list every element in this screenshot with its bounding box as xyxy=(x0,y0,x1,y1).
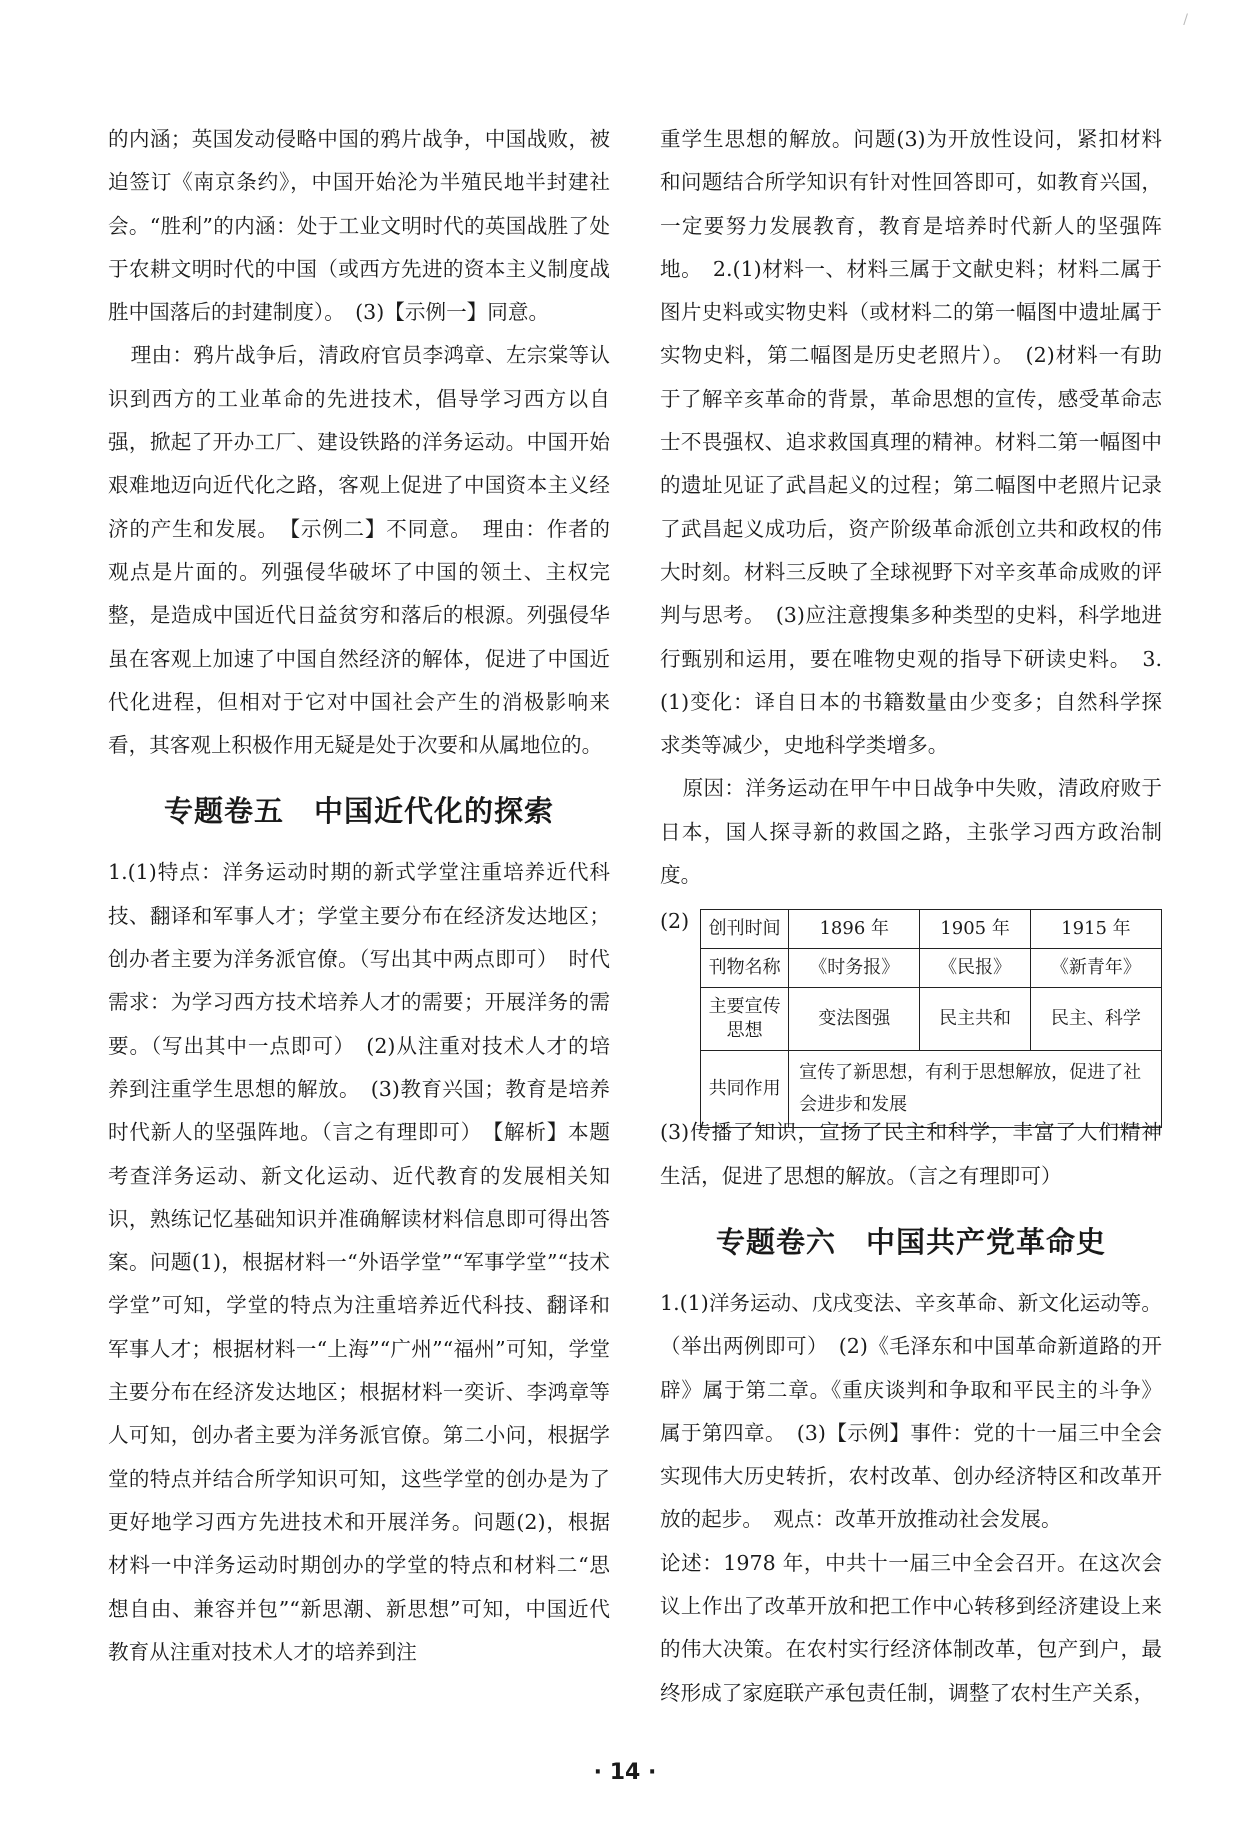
table-row xyxy=(701,949,1162,988)
left-column xyxy=(108,118,610,1674)
table-cell: 创刊时间 xyxy=(701,910,789,949)
table-cell: 刊物名称 xyxy=(701,949,789,988)
table-row xyxy=(701,988,1162,1051)
table-cell: 1905 年 xyxy=(920,910,1030,949)
paragraph: 的内涵；英国发动侵略中国的鸦片战争，中国战败，被迫签订《南京条约》，中国开始沦为半殖民地半封建社会。“胜利”的内涵：处于工业文明时代的英国战胜了处于农耕文明时代的中国（或西方先进的资本主义制度战胜中国落后的封建制度）。 (3)【示例一】同意。 xyxy=(108,127,610,325)
table-cell: 主要宣传思想 xyxy=(701,988,789,1051)
table-cell: 变法图强 xyxy=(789,988,920,1051)
paragraph: 论述：1978 年，中共十一届三中全会召开。在这次会议上作出了改革开放和把工作中心转移到经济建设上来的伟大决策。在农村实行经济体制改革，包产到户，最终形成了家庭联产承包责任制，调整了农村生产关系， xyxy=(660,1550,1162,1705)
table-cell: 民主共和 xyxy=(920,988,1030,1051)
table-cell: 民主、科学 xyxy=(1030,988,1161,1051)
table-cell: 《时务报》 xyxy=(789,949,920,988)
page-number: · 14 · xyxy=(593,1760,657,1785)
corner-mark: / xyxy=(1183,12,1188,28)
paragraph: 1.(1)洋务运动、戊戌变法、辛亥革命、新文化运动等。（举出两例即可） (2)《毛泽东和中国革命新道路的开辟》属于第二章。《重庆谈判和争取和平民主的斗争》属于第四章。 (3)【示例】事件：党的十一届三中全会实现伟大历史转折，农村改革、创办经济特区和改革开放的起步。 观点：改革开放推动社会发展。 xyxy=(660,1290,1162,1532)
table-row xyxy=(701,1051,1162,1128)
paragraph: (3)传播了知识，宣扬了民主和科学，丰富了人们精神生活，促进了思想的解放。（言之有理即可） xyxy=(660,1120,1162,1188)
paragraph: 重学生思想的解放。问题(3)为开放性设问，紧扣材料和问题结合所学知识有针对性回答即可，如教育兴国，一定要努力发展教育，教育是培养时代新人的坚强阵地。 2.(1)材料一、材料三属于文献史料；材料二属于图片史料或实物史料（或材料二的第一幅图中遗址属于实物史料，第二幅图是历史老照片）。 (2)材料一有助于了解辛亥革命的背景，革命思想的宣传，感受革命志士不畏强权、追求救国真理的精神。材料二第一幅图中的遗址见证了武昌起义的过程；第二幅图中老照片记录了武昌起义成功后，资产阶级革命派创立共和政权的伟大时刻。材料三反映了全球视野下对辛亥革命成败的评判与思考。 (3)应注意搜集多种类型的史料，科学地进行甄别和运用，要在唯物史观的指导下研读史料。 3.(1)变化：译自日本的书籍数量由少变多；自然科学探求类等减少，史地科学类增多。 xyxy=(660,127,1162,758)
right-column xyxy=(660,118,1162,1715)
table-cell: 《民报》 xyxy=(920,949,1030,988)
publications-table-block xyxy=(660,905,1162,1116)
table-label: (2) xyxy=(660,909,690,934)
table-cell: 1915 年 xyxy=(1030,910,1161,949)
section-heading-5: 专题卷五 中国近代化的探索 xyxy=(163,794,554,829)
paragraph: 1.(1)特点：洋务运动时期的新式学堂注重培养近代科技、翻译和军事人才；学堂主要分布在经济发达地区；创办者主要为洋务派官僚。（写出其中两点即可） 时代需求：为学习西方技术培养人才的需要；开展洋务的需要。（写出其中一点即可） (2)从注重对技术人才的培养到注重学生思想的解放。 (3)教育兴国；教育是培养时代新人的坚强阵地。（言之有理即可） 【解析】本题考查洋务运动、新文化运动、近代教育的发展相关知识，熟练记忆基础知识并准确解读材料信息即可得出答案。问题(1)，根据材料一“外语学堂”“军事学堂”“技术学堂”可知，学堂的特点为注重培养近代科技、翻译和军事人才；根据材料一“上海”“广州”“福州”可知，学堂主要分布在经济发达地区；根据材料一奕䜣、李鸿章等人可知，创办者主要为洋务派官僚。第二小问，根据学堂的特点并结合所学知识可知，这些学堂的创办是为了更好地学习西方先进技术和开展洋务。问题(2)，根据材料一中洋务运动时期创办的学堂的特点和材料二“思想自由、兼容并包”“新思潮、新思想”可知，中国近代教育从注重对技术人才的培养到注 xyxy=(108,860,610,1664)
paragraph: 理由：鸦片战争后，清政府官员李鸿章、左宗棠等认识到西方的工业革命的先进技术，倡导学习西方以自强，掀起了开办工厂、建设铁路的洋务运动。中国开始艰难地迈向近代化之路，客观上促进了中国资本主义经济的产生和发展。 【示例二】不同意。 理由：作者的观点是片面的。列强侵华破坏了中国的领土、主权完整，是造成中国近代日益贫穷和落后的根源。列强侵华虽在客观上加速了中国自然经济的解体，促进了中国近代化进程，但相对于它对中国社会产生的消极影响来看，其客观上积极作用无疑是处于次要和从属地位的。 xyxy=(108,343,610,758)
table-row xyxy=(701,910,1162,949)
table-cell: 《新青年》 xyxy=(1030,949,1161,988)
publications-table xyxy=(700,909,1162,1128)
table-cell: 1896 年 xyxy=(789,910,920,949)
paragraph: 原因：洋务运动在甲午中日战争中失败，清政府败于日本，国人探寻新的救国之路，主张学习西方政治制度。 xyxy=(660,776,1162,888)
section-heading-6: 专题卷六 中国共产党革命史 xyxy=(715,1224,1106,1259)
table-cell: 共同作用 xyxy=(701,1051,789,1128)
table-cell: 宣传了新思想，有利于思想解放，促进了社会进步和发展 xyxy=(789,1051,1162,1128)
